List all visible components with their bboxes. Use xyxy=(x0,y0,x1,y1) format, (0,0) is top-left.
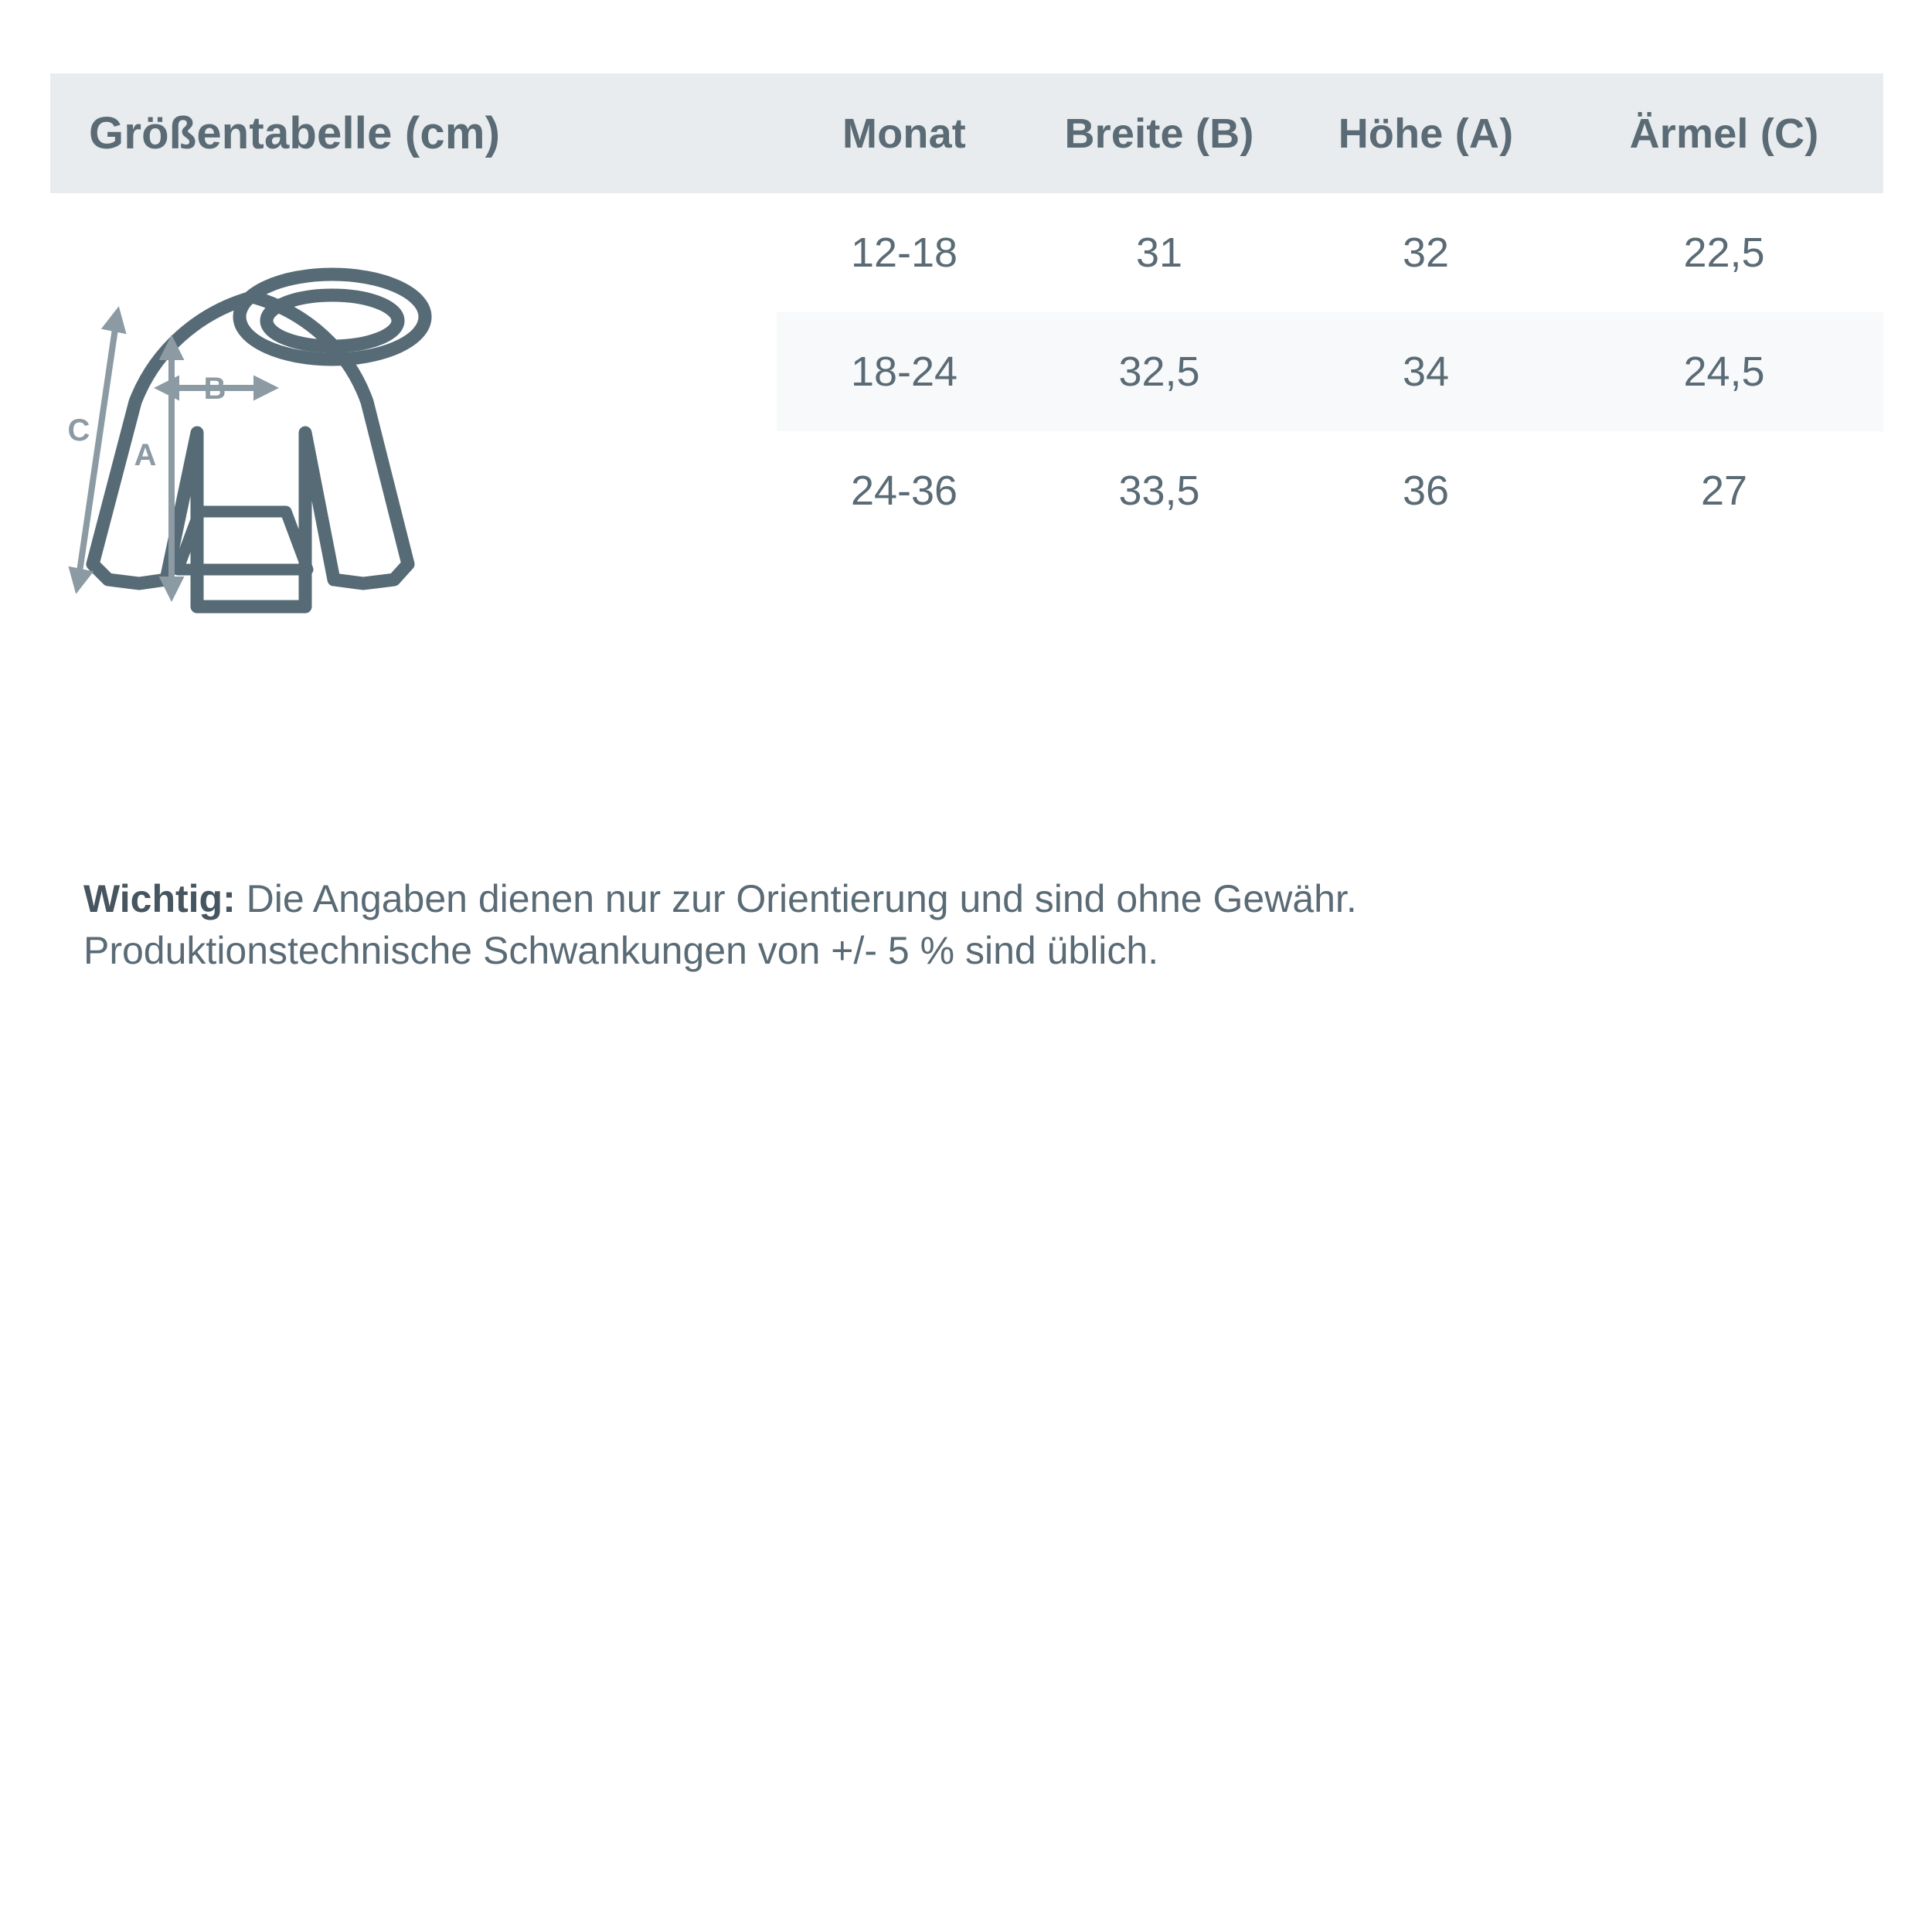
column-header-month xyxy=(777,73,1032,193)
hoodie-icon xyxy=(62,255,773,827)
column-header-sleeve-text: Ärmel xyxy=(1629,110,1760,157)
cell-sleeve: 22,5 xyxy=(1683,230,1765,276)
cell-sleeve: 27 xyxy=(1700,468,1748,514)
column-header-width-text: Breite xyxy=(1064,110,1196,157)
cell-height: 34 xyxy=(1402,349,1450,395)
header-row xyxy=(50,73,1883,193)
footnote-line-1 xyxy=(83,873,1861,925)
cell-height: 36 xyxy=(1402,468,1450,514)
hoodie-illustration xyxy=(62,255,773,827)
column-header-month-text: Monat xyxy=(842,110,966,157)
cell-width: 32,5 xyxy=(1118,349,1200,395)
footnote-line-2: Produktionstechnische Schwankungen von +/- 5 % sind üblich. xyxy=(83,929,1159,972)
column-header-height xyxy=(1287,73,1565,193)
cell-width: 31 xyxy=(1135,230,1183,276)
column-header-height-text: Höhe xyxy=(1338,110,1455,157)
cell-sleeve: 24,5 xyxy=(1683,349,1765,395)
size-table-header xyxy=(50,73,1883,193)
column-header-sleeve xyxy=(1565,73,1883,193)
cell-month: 12-18 xyxy=(850,230,958,276)
footnote-lead: Wichtig: xyxy=(83,877,236,920)
cell-month: 24-36 xyxy=(850,468,958,514)
cell-height: 32 xyxy=(1402,230,1450,276)
cell-month: 18-24 xyxy=(850,349,958,395)
label-sleeve: C xyxy=(67,413,90,447)
label-width: B xyxy=(203,372,226,406)
label-height: A xyxy=(134,438,157,472)
column-header-width-code: (B) xyxy=(1195,110,1254,157)
column-header-sleeve-code: (C) xyxy=(1760,110,1819,157)
column-header-height-code: (A) xyxy=(1454,110,1514,157)
column-header-width xyxy=(1032,73,1287,193)
footnote-text-1: Die Angaben dienen nur zur Orientierung und sind ohne Gewähr. xyxy=(235,877,1357,920)
footnote xyxy=(83,873,1861,977)
cell-width: 33,5 xyxy=(1118,468,1200,514)
table-title: Größentabelle (cm) xyxy=(89,108,501,158)
